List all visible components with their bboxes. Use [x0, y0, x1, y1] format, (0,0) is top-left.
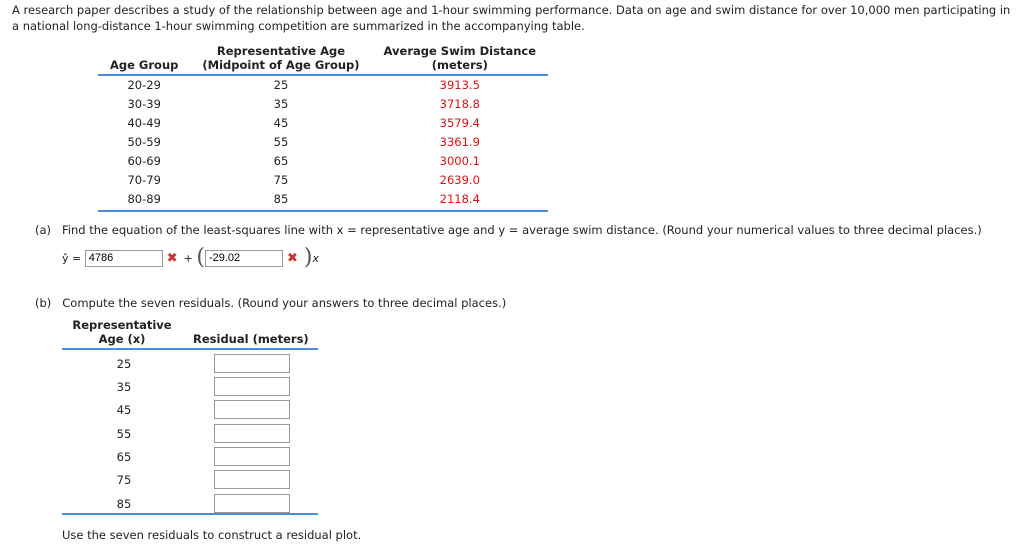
yhat-label: ŷ =	[62, 251, 82, 265]
x-variable: x	[312, 251, 319, 265]
table-row: 60-69 65 3000.1	[127, 154, 480, 168]
residual-input[interactable]	[214, 494, 290, 513]
residual-input[interactable]	[214, 354, 290, 373]
least-squares-equation	[62, 247, 319, 269]
residual-age: 85	[116, 497, 132, 511]
residual-age: 35	[116, 380, 132, 394]
plus-sign: +	[183, 251, 193, 265]
slope-input[interactable]	[205, 250, 283, 267]
table-row: 40-49 45 3579.4	[127, 116, 480, 130]
residual-input[interactable]	[214, 424, 290, 443]
col-swim-distance: Average Swim Distance (meters)	[372, 44, 548, 75]
col-representative-age-x: Representative Age (x)	[72, 318, 172, 346]
residual-input[interactable]	[214, 377, 290, 396]
col-age-group: Age Group	[98, 44, 190, 75]
residual-input[interactable]	[214, 400, 290, 419]
part-b-question: (b) Compute the seven residuals. (Round your answers to three decimal places.)	[35, 296, 507, 310]
col-representative-age: Representative Age (Midpoint of Age Group)	[190, 44, 371, 75]
table-row: 50-59 55 3361.9	[127, 135, 480, 149]
table-row: 80-89 85 2118.4	[98, 190, 548, 211]
incorrect-icon: ✖	[286, 250, 298, 266]
age-swim-table	[98, 44, 548, 212]
table-row: 70-79 75 2639.0	[127, 173, 480, 187]
residual-age: 65	[116, 450, 132, 464]
residual-age: 75	[116, 473, 132, 487]
residual-table-header	[62, 318, 318, 350]
residual-age: 45	[116, 403, 132, 417]
problem-intro: A research paper describes a study of the relationship between age and 1-hour swimming performance. Data on age and swim distance for over 10,000 men participating in a national long-distance 1-hour swimming competition are summarized in the accompanying table.	[12, 3, 1011, 33]
residual-table-bottom-rule	[62, 513, 318, 515]
open-paren: (	[196, 245, 205, 270]
residual-age: 25	[116, 357, 132, 371]
incorrect-icon: ✖	[166, 250, 178, 266]
residual-input[interactable]	[214, 447, 290, 466]
part-a-question: (a) Find the equation of the least-squares line with x = representative age and y = average swim distance. (Round your numerical values to three decimal places.)	[35, 223, 982, 237]
close-paren: )	[303, 245, 313, 270]
residual-input[interactable]	[214, 470, 290, 489]
residual-plot-instruction: Use the seven residuals to construct a residual plot.	[62, 528, 362, 542]
residual-age: 55	[116, 427, 132, 441]
intercept-input[interactable]	[85, 250, 163, 267]
table-row: 20-29 25 3913.5	[127, 78, 480, 92]
col-residual: Residual (meters)	[193, 332, 309, 346]
table-row: 30-39 35 3718.8	[127, 97, 480, 111]
